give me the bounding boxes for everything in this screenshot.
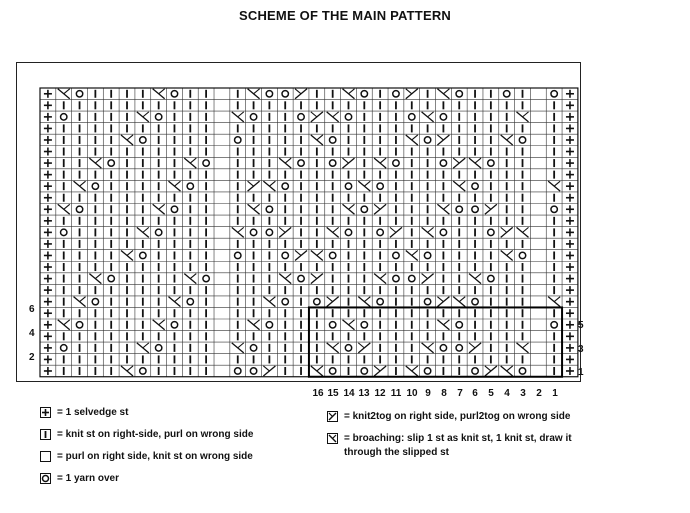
col-label-1: 1	[552, 388, 558, 399]
col-label-10: 10	[406, 388, 418, 399]
col-label-9: 9	[425, 388, 431, 399]
row-label-3: 3	[578, 344, 584, 355]
legend-knit-text: = knit st on right-side, purl on wrong side	[57, 429, 254, 440]
legend-knit	[40, 428, 253, 442]
col-label-8: 8	[441, 388, 447, 399]
purl-empty-icon	[40, 451, 51, 462]
selvedge-plus-icon	[40, 407, 51, 418]
yarn-over-circle-icon	[40, 473, 51, 484]
legend-selvedge	[40, 406, 128, 420]
legend-k2tog-text: = knit2tog on right side, purl2tog on wrong side	[344, 411, 571, 422]
k2tog-slash-icon	[327, 411, 338, 422]
col-label-4: 4	[504, 388, 510, 399]
legend-broaching	[327, 432, 572, 460]
col-label-2: 2	[536, 388, 542, 399]
row-label-1: 1	[578, 367, 584, 378]
row-label-4: 4	[29, 328, 35, 339]
chart-title: SCHEME OF THE MAIN PATTERN	[239, 8, 451, 23]
legend-yarn-over-text: = 1 yarn over	[57, 473, 119, 484]
row-label-6: 6	[29, 304, 35, 315]
row-label-2: 2	[29, 352, 35, 363]
row-label-5: 5	[578, 320, 584, 331]
col-label-14: 14	[343, 388, 355, 399]
legend-purl-text: = purl on right side, knit st on wrong side	[57, 451, 253, 462]
knit-bar-icon	[40, 429, 51, 440]
col-label-12: 12	[374, 388, 386, 399]
col-label-11: 11	[390, 388, 402, 399]
legend-broaching-text	[344, 432, 572, 460]
legend-yarn-over	[40, 472, 119, 486]
col-label-5: 5	[488, 388, 494, 399]
col-label-6: 6	[472, 388, 478, 399]
broaching-backslash-icon	[327, 433, 338, 444]
col-label-13: 13	[358, 388, 370, 399]
legend-purl	[40, 450, 253, 464]
col-label-7: 7	[457, 388, 463, 399]
legend-k2tog	[327, 410, 570, 424]
legend-broaching-line1: = broaching: slip 1 st as knit st, 1 knit st, draw it	[344, 433, 572, 444]
col-label-16: 16	[312, 388, 324, 399]
col-label-15: 15	[327, 388, 339, 399]
legend-broaching-line2: through the slipped st	[344, 447, 449, 458]
col-label-3: 3	[520, 388, 526, 399]
legend-selvedge-text: = 1 selvedge st	[57, 407, 129, 418]
